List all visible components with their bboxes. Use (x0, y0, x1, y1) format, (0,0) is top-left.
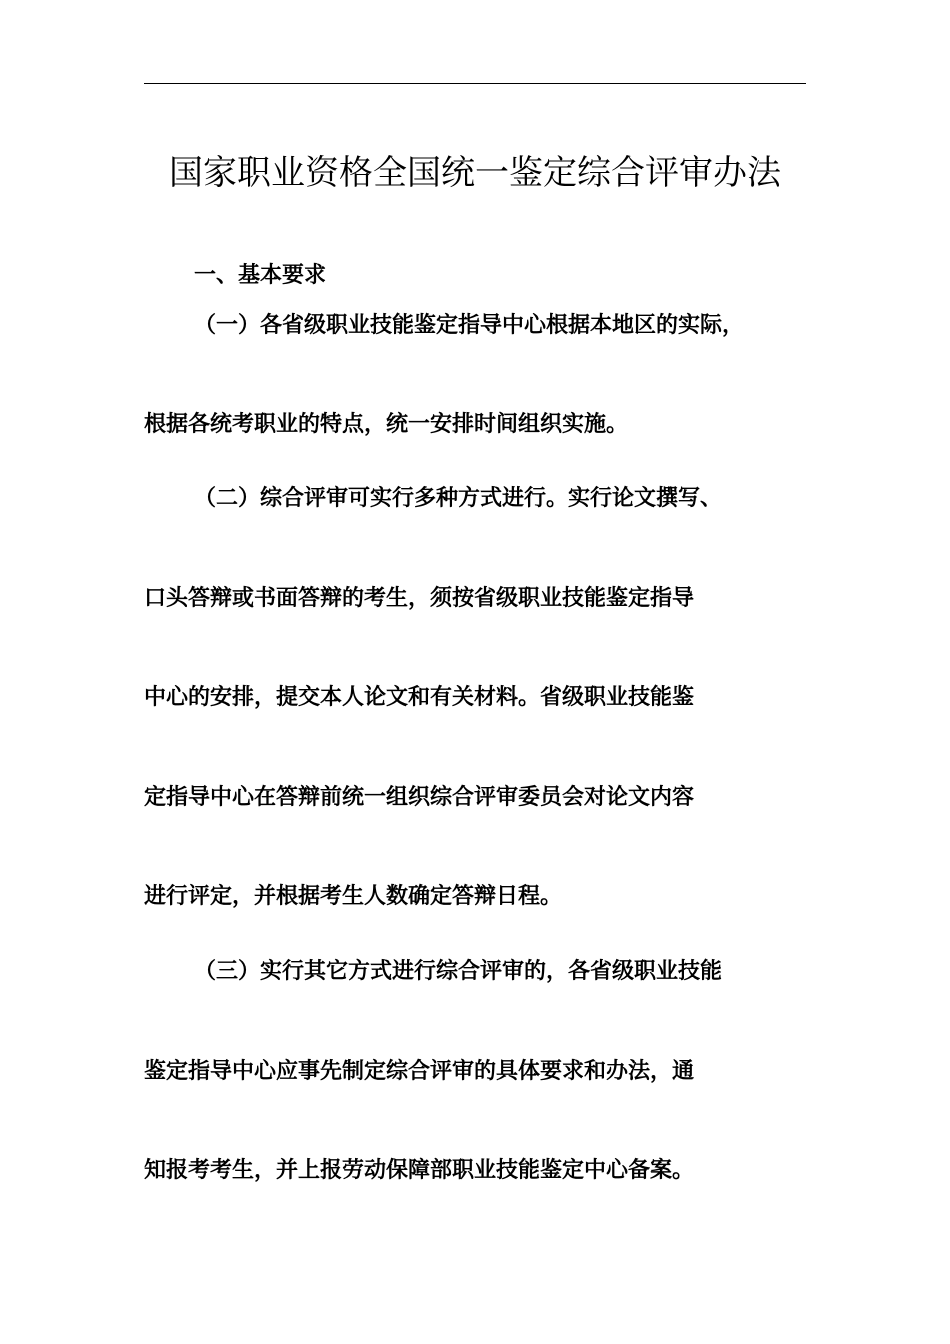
paragraph-3-line-1: （三）实行其它方式进行综合评审的，各省级职业技能 (194, 958, 723, 984)
paragraph-2-line-4: 定指导中心在答辩前统一组织综合评审委员会对论文内容 (144, 784, 695, 810)
paragraph-3-line-3: 知报考考生，并上报劳动保障部职业技能鉴定中心备案。 (144, 1157, 695, 1183)
paragraph-2-line-2: 口头答辩或书面答辩的考生，须按省级职业技能鉴定指导 (144, 585, 695, 611)
paragraph-1-line-2: 根据各统考职业的特点，统一安排时间组织实施。 (144, 411, 629, 437)
paragraph-2-line-5: 进行评定，并根据考生人数确定答辩日程。 (144, 883, 563, 909)
document-title: 国家职业资格全国统一鉴定综合评审办法 (169, 152, 781, 193)
paragraph-2-line-3: 中心的安排，提交本人论文和有关材料。省级职业技能鉴 (144, 684, 695, 710)
header-rule (144, 83, 806, 84)
paragraph-2-line-1: （二）综合评审可实行多种方式进行。实行论文撰写、 (194, 485, 723, 511)
paragraph-1-line-1: （一）各省级职业技能鉴定指导中心根据本地区的实际， (194, 312, 745, 338)
section-heading: 一、基本要求 (194, 262, 327, 288)
paragraph-3-line-2: 鉴定指导中心应事先制定综合评审的具体要求和办法，通 (144, 1058, 695, 1084)
